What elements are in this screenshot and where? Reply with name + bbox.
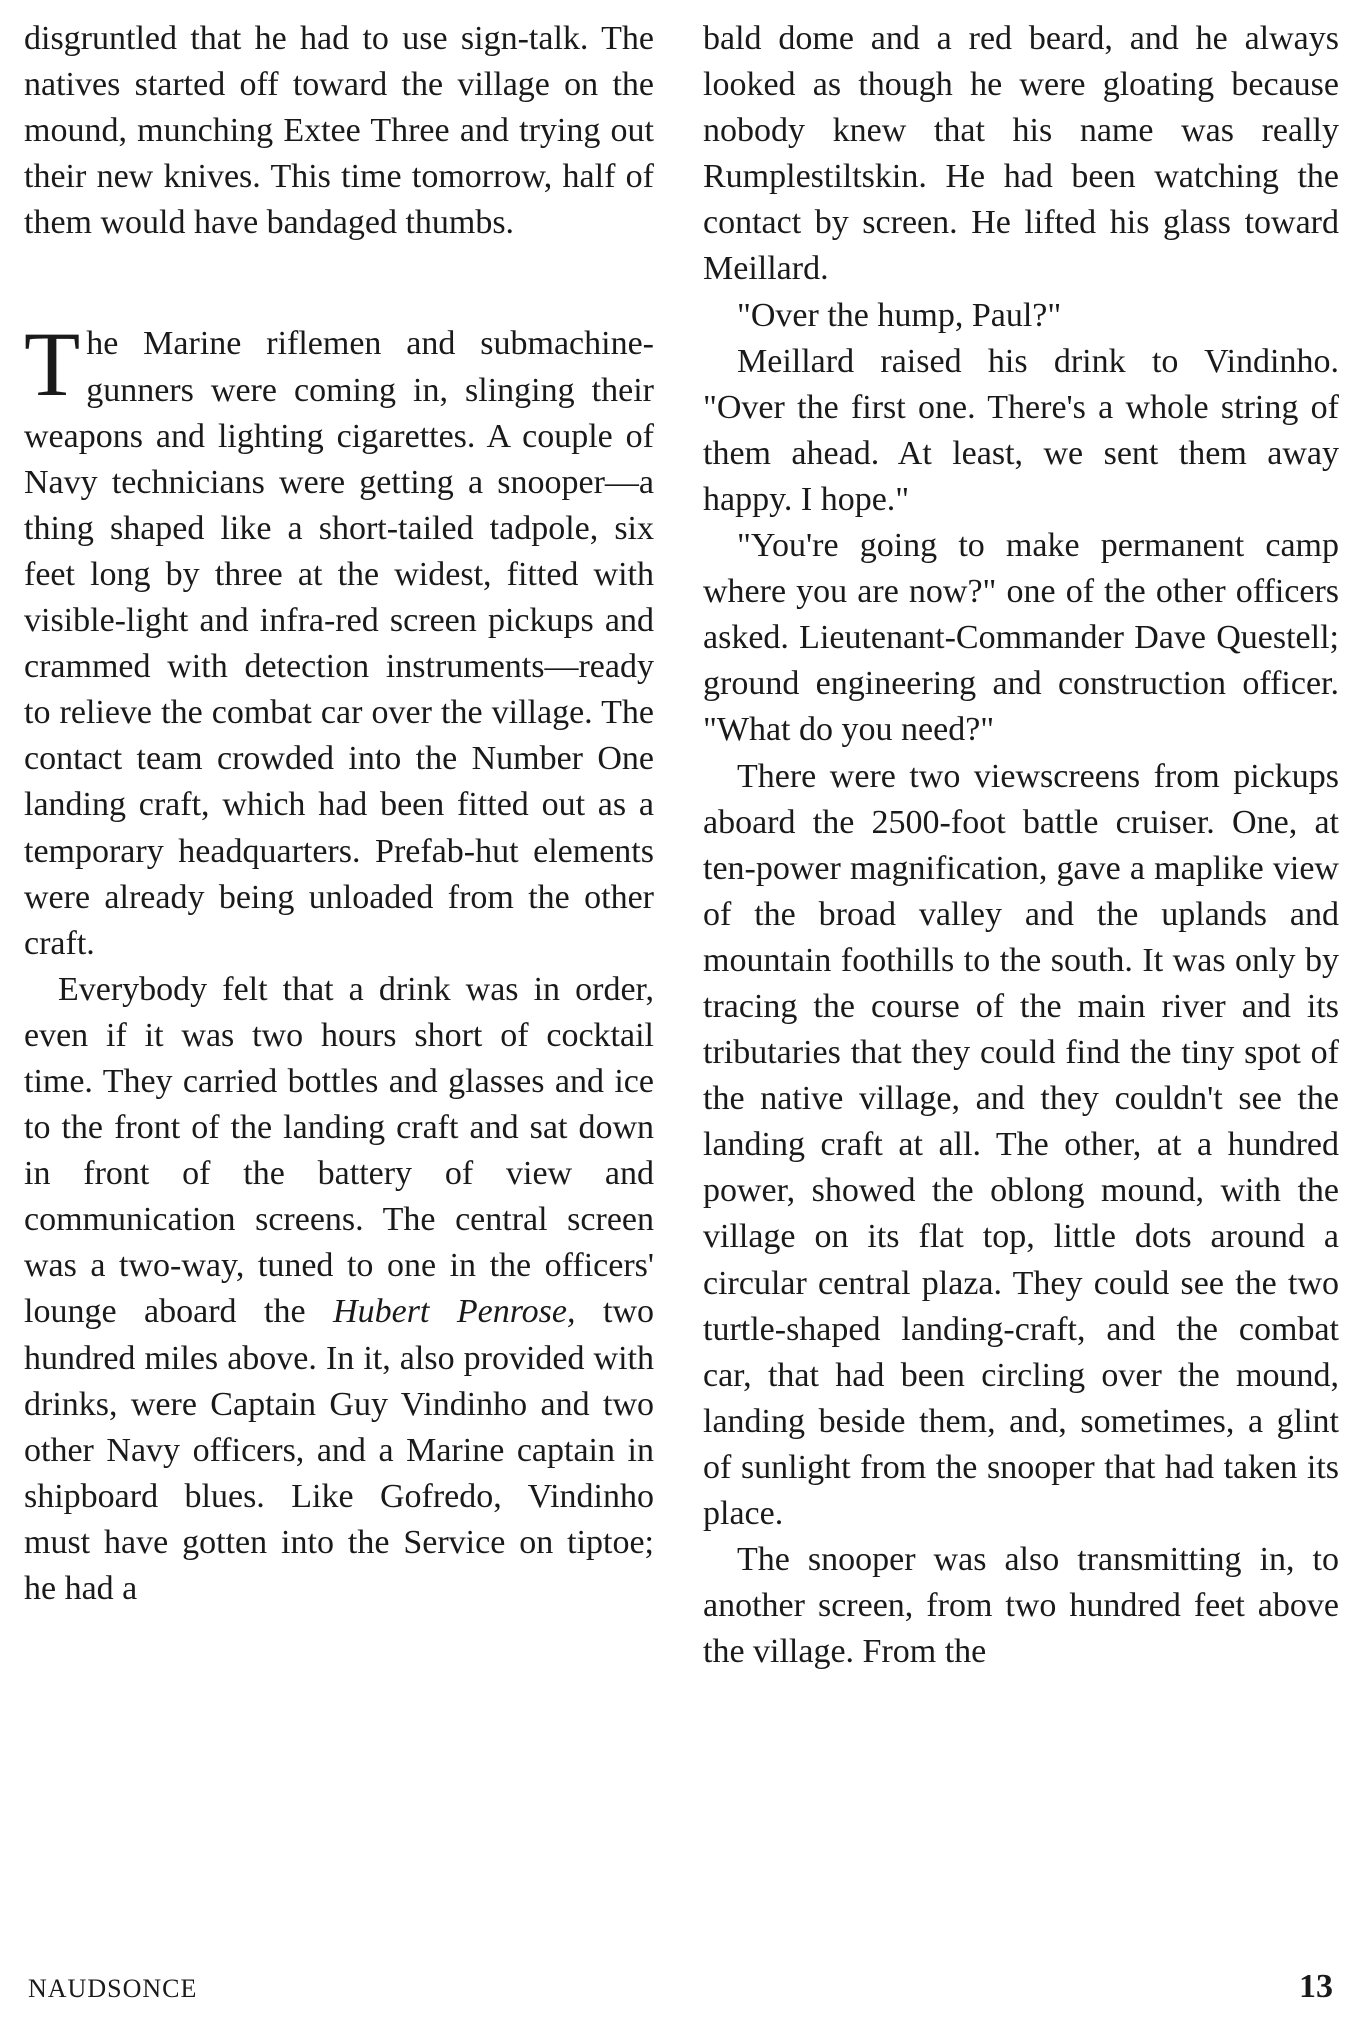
section-break — [24, 246, 654, 321]
left-column — [24, 16, 654, 1612]
page-number: 13 — [1299, 1968, 1333, 2005]
paragraph: bald dome and a red beard, and he always looked as though he were gloating because nobody knew that his name was really Rumplestiltskin. He had been watching the contact by screen. He lifted his glass toward Meillard. — [703, 20, 1339, 288]
paragraph: Meillard raised his drink to Vindinho. "Over the first one. There's a whole string of them ahead. At least, we sent them away happy. I hope." — [703, 342, 1339, 518]
paragraph-dropcap — [24, 313, 654, 966]
paragraph-text: two hundred miles above. In it, also provided with drinks, were Captain Guy Vindinho and two other Navy officers, and a Marine captain in shipboard blues. Like Gofredo, Vindinho must have gotten into the Service on tiptoe; he had a — [24, 1293, 655, 1607]
paragraph: There were two viewscreens from pickups aboard the 2500-foot battle cruiser. One, at ten-power magnification, gave a maplike view of the broad valley and the uplands and mountain foothills to the south. It was only by tracing the course of the main river and its tributaries that they could find the tiny spot of the native village, and they couldn't see the landing craft at all. The other, at a hundred power, showed the oblong mound, with the village on its flat top, little dots around a circular central plaza. They could see the two turtle-shaped landing-craft, and the combat car, that had been circling over the mound, landing beside them, and, sometimes, a glint of sunlight from the snooper that had taken its place. — [703, 757, 1339, 1532]
running-head: NAUDSONCE — [28, 1974, 198, 2003]
paragraph: "Over the hump, Paul?" — [737, 296, 1062, 334]
paragraph: disgruntled that he had to use sign-talk. The natives started off toward the village on the mound, munching Extee Three and trying out their new knives. This time tomorrow, half of them would have bandaged thumbs. — [24, 20, 654, 242]
paragraph: "You're going to make permanent camp where you are now?" one of the other officers asked. Lieutenant-Commander Dave Questell; ground engineering and construction officer. "What do you need?" — [703, 527, 1339, 749]
ship-name: Hubert Penrose, — [333, 1293, 576, 1331]
paragraph-text: he Marine riflemen and submachine-gunners were coming in, slinging their weapons and lighting cigarettes. A couple of Navy technicians were getting a snooper—a thing shaped like a short-tailed tadpole, six feet long by three at the widest, fitted with visible-light and infra-red screen pickups and crammed with detection instruments—ready to relieve the combat car over the village. The contact team crowded into the Number One landing craft, which had been fitted out as a temporary headquarters. Prefab-hut elements were already being unloaded from the other craft. — [24, 325, 654, 962]
paragraph: The snooper was also transmitting in, to another screen, from two hundred feet above the village. From the — [703, 1541, 1339, 1671]
paragraph-text: Everybody felt that a drink was in order, even if it was two hours short of cocktail time. They carried bottles and glasses and ice to the front of the landing craft and sat down in front of the battery of view and communication screens. The central screen was a two-way, tuned to one in the officers' lounge aboard the — [24, 970, 654, 1331]
right-column — [703, 16, 1339, 1675]
paragraph — [24, 967, 654, 1612]
drop-cap: T — [24, 313, 81, 416]
page-footer — [28, 1968, 1333, 2005]
